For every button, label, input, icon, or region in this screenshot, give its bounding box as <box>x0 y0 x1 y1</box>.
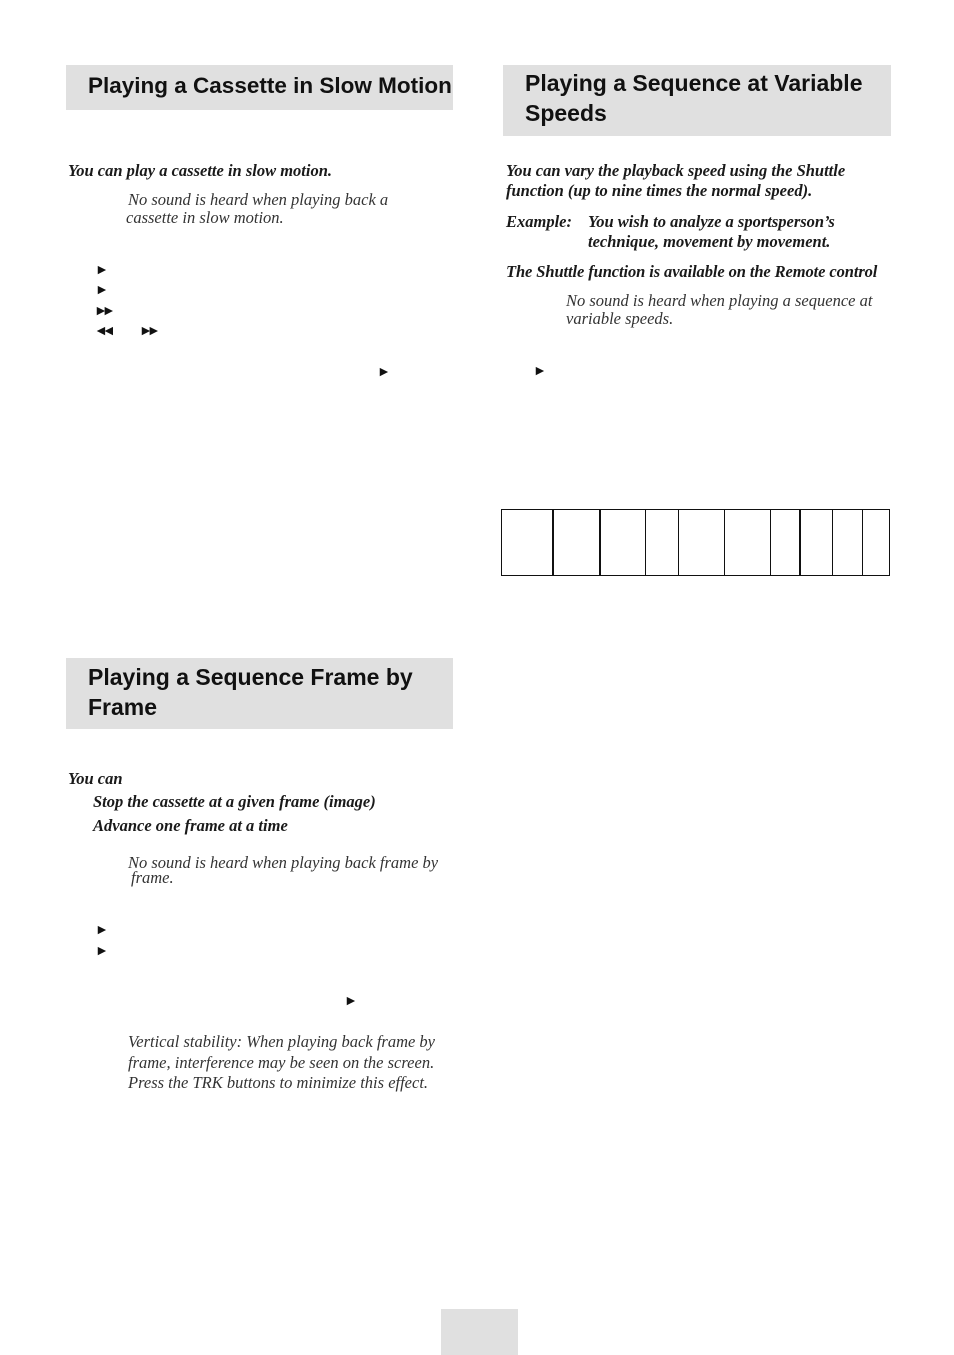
table-cell-divider <box>599 510 601 575</box>
play-icon: ► <box>95 942 109 958</box>
fast-forward-icon: ►► <box>94 302 110 318</box>
play-icon: ► <box>377 363 391 379</box>
frame-by-frame-title-line2: Frame <box>88 694 158 720</box>
variable-speeds-intro-line2: function (up to nine times the normal speed). <box>506 181 813 200</box>
table-cell-divider <box>552 510 554 575</box>
example-label: Example: <box>506 212 572 231</box>
frame-by-frame-intro: You can <box>68 769 123 788</box>
example-text-line1: You wish to analyze a sportsperson’s <box>588 212 835 231</box>
shuttle-speed-table <box>501 509 890 576</box>
rewind-icon: ◄◄ <box>94 322 110 338</box>
vertical-stability-tip-line3: Press the TRK buttons to minimize this effect. <box>128 1073 429 1092</box>
play-icon: ► <box>533 362 547 378</box>
frame-by-frame-item: Advance one frame at a time <box>93 816 288 835</box>
play-icon: ► <box>95 921 109 937</box>
variable-speeds-intro-line1: You can vary the playback speed using the Shuttle <box>506 161 846 180</box>
variable-speeds-note-line1: No sound is heard when playing a sequence at <box>566 291 873 310</box>
play-icon: ► <box>95 261 109 277</box>
table-cell-divider <box>724 510 725 575</box>
slow-motion-title: Playing a Cassette in Slow Motion <box>88 73 452 98</box>
variable-speeds-title-line2: Speeds <box>525 100 607 126</box>
slow-motion-header <box>66 65 453 110</box>
frame-by-frame-header <box>66 658 453 729</box>
example-text-line2: technique, movement by movement. <box>588 232 831 251</box>
slow-motion-intro: You can play a cassette in slow motion. <box>68 161 333 180</box>
table-cell-divider <box>678 510 679 575</box>
frame-by-frame-item: Stop the cassette at a given frame (image) <box>93 792 376 811</box>
variable-speeds-title-line1: Playing a Sequence at Variable <box>525 70 863 96</box>
frame-by-frame-note-line2: frame. <box>131 868 174 887</box>
table-cell-divider <box>770 510 771 575</box>
play-icon: ► <box>344 992 358 1008</box>
variable-speeds-note-line2: variable speeds. <box>566 309 674 328</box>
slow-motion-note-line1: No sound is heard when playing back a <box>128 190 389 209</box>
fast-forward-icon: ►► <box>139 322 155 338</box>
frame-by-frame-title-line1: Playing a Sequence Frame by <box>88 664 413 690</box>
variable-speeds-header <box>503 65 891 136</box>
frame-by-frame-note-line1: No sound is heard when playing back frame by <box>128 853 439 872</box>
vertical-stability-tip-line1: Vertical stability: When playing back frame by <box>128 1032 436 1051</box>
slow-motion-note-line2: cassette in slow motion. <box>126 208 284 227</box>
table-cell-divider <box>799 510 801 575</box>
page-number-box <box>441 1309 518 1355</box>
vertical-stability-tip-line2: frame, interference may be seen on the screen. <box>128 1053 435 1072</box>
table-cell-divider <box>645 510 646 575</box>
shuttle-remote-note: The Shuttle function is available on the Remote control <box>506 262 878 281</box>
play-icon: ► <box>95 281 109 297</box>
table-cell-divider <box>832 510 833 575</box>
table-cell-divider <box>862 510 863 575</box>
